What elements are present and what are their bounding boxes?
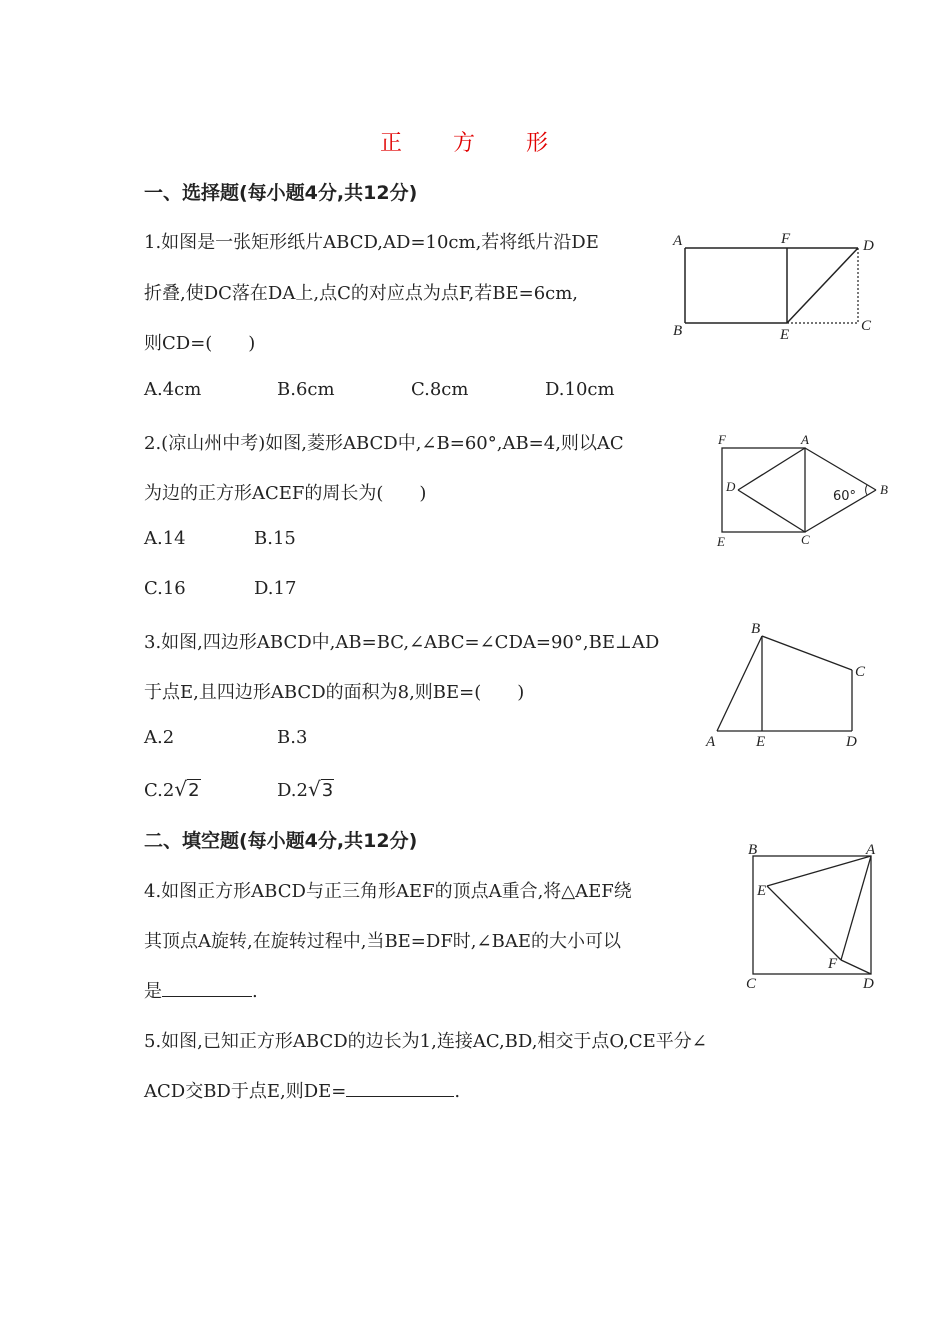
- question-5-line-1: 5.如图,已知正方形ABCD的边长为1,连接AC,BD,相交于点O,CE平分∠: [144, 1031, 707, 1052]
- question-3-option-b: B.3: [277, 727, 308, 748]
- q4-label-b: B: [748, 842, 758, 858]
- question-4-line-3: 是 .: [144, 977, 258, 1003]
- question-1-line-2: 折叠,使DC落在DA上,点C的对应点为点F,若BE=6cm,: [144, 283, 579, 304]
- q2-label-d: D: [726, 479, 736, 494]
- question-2-figure: [700, 425, 900, 555]
- question-2-option-a: A.14: [144, 528, 186, 549]
- question-2-line-2: 为边的正方形ACEF的周长为( ): [144, 483, 427, 504]
- q1-label-b: B: [673, 323, 683, 339]
- question-2-option-c: C.16: [144, 578, 186, 599]
- question-3-option-a: A.2: [144, 727, 175, 748]
- q2-label-f: F: [718, 432, 726, 447]
- q2-angle-label: 60°: [833, 489, 857, 504]
- q1-label-c: C: [861, 318, 872, 334]
- q1-label-a: A: [673, 233, 683, 249]
- q2-label-b: B: [880, 482, 888, 497]
- question-3-option-c: C.2√2: [144, 777, 200, 801]
- q3-label-b: B: [751, 621, 761, 637]
- page-title: 正 方 形: [380, 131, 570, 156]
- q4-label-a: A: [866, 842, 876, 858]
- q4-label-c: C: [746, 976, 757, 992]
- q4-label-f: F: [828, 956, 838, 972]
- q2-label-e: E: [717, 534, 725, 549]
- question-2-option-d: D.17: [254, 578, 297, 599]
- question-1-option-d: D.10cm: [545, 379, 615, 400]
- question-5-line-2: ACD交BD于点E,则DE= .: [144, 1077, 460, 1103]
- sqrt-radicand-3: 3: [321, 780, 334, 801]
- question-4-line-1: 4.如图正方形ABCD与正三角形AEF的顶点A重合,将△AEF绕: [144, 881, 632, 902]
- q2-label-c: C: [801, 532, 810, 547]
- q3-label-c: C: [855, 664, 866, 680]
- q1-label-e: E: [780, 327, 790, 343]
- q3-label-d: D: [846, 734, 857, 750]
- question-3-option-d: D.2√3: [277, 777, 334, 801]
- question-4-figure: [735, 838, 885, 998]
- section-heading-fill: 二、填空题(每小题4分,共12分): [144, 830, 418, 852]
- sqrt-radicand-2: 2: [188, 780, 200, 801]
- question-1-option-c: C.8cm: [411, 379, 469, 400]
- answer-blank-q5[interactable]: [346, 1078, 454, 1097]
- question-3-line-1: 3.如图,四边形ABCD中,AB=BC,∠ABC=∠CDA=90°,BE⊥AD: [144, 632, 660, 653]
- question-1-line-3: 则CD=( ): [144, 333, 256, 354]
- section-heading-choice: 一、选择题(每小题4分,共12分): [144, 182, 418, 204]
- answer-blank-q4[interactable]: [162, 978, 252, 997]
- q4-label-e: E: [757, 883, 767, 899]
- question-1-figure: [660, 222, 890, 352]
- question-1-option-a: A.4cm: [144, 379, 202, 400]
- q1-label-f: F: [781, 231, 791, 247]
- q3-label-e: E: [756, 734, 766, 750]
- question-1-option-b: B.6cm: [277, 379, 335, 400]
- question-2-line-1: 2.(凉山州中考)如图,菱形ABCD中,∠B=60°,AB=4,则以AC: [144, 433, 624, 454]
- q3-label-a: A: [706, 734, 716, 750]
- question-2-option-b: B.15: [254, 528, 296, 549]
- q2-label-a: A: [801, 432, 809, 447]
- q1-label-d: D: [863, 238, 874, 254]
- q4-label-d: D: [863, 976, 874, 992]
- question-3-line-2: 于点E,且四边形ABCD的面积为8,则BE=( ): [144, 682, 525, 703]
- question-1-line-1: 1.如图是一张矩形纸片ABCD,AD=10cm,若将纸片沿DE: [144, 232, 599, 253]
- question-4-line-2: 其顶点A旋转,在旋转过程中,当BE=DF时,∠BAE的大小可以: [144, 931, 621, 952]
- question-3-figure: [700, 618, 880, 753]
